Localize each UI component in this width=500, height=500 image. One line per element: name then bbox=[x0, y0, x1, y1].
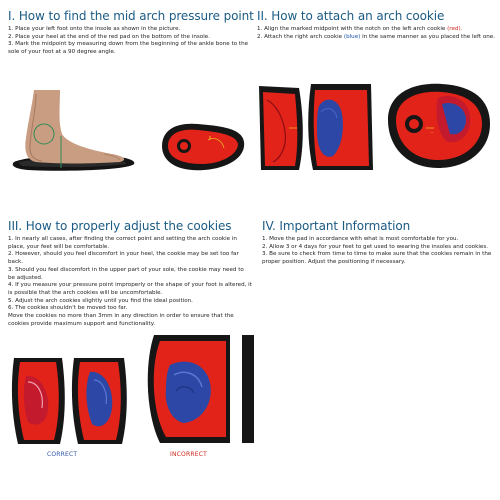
section-find-pressure-point bbox=[8, 9, 254, 57]
attach-cookie-full-insole-image bbox=[382, 80, 494, 172]
section-2-step-1-text: 1. Align the marked midpoint with the notch on the left arch cookie bbox=[257, 26, 446, 32]
section-2-step-2-text-a: 2. Attach the right arch cookie bbox=[257, 33, 343, 40]
section-adjust-cookies bbox=[8, 219, 252, 328]
section-3-step: 6. The cookies shouldn't be moved too far. bbox=[8, 305, 128, 312]
section-3-step: 3. Should you feel discomfort in the upper part of your sole, the cookie may need to be adjusted. bbox=[8, 266, 244, 281]
insole-tilted-image bbox=[242, 335, 254, 443]
section-2-step-2-text-b: in the same manner as you placed the left one. bbox=[362, 33, 496, 40]
red-cookie-label: (red). bbox=[447, 26, 463, 32]
section-attach-arch-cookie bbox=[257, 9, 495, 41]
section-2-title: II. How to attach an arch cookie bbox=[257, 9, 445, 23]
section-4-steps bbox=[262, 236, 494, 267]
section-3-step: 1. In nearly all cases, after finding the correct point and setting the arch cookie in place, your feet will be comfortable. bbox=[8, 236, 237, 250]
section-3-step: 4. If you measure your pressure point improperly or the shape of your foot is altered, it is possible that the arch cookies will be uncomfortable. bbox=[8, 282, 252, 296]
insole-red-pad-image bbox=[158, 118, 246, 176]
section-4-step: 1. Move the pad in accordance with what is most comfortable for you. bbox=[262, 236, 459, 242]
section-4-step: 3. Be sure to check from time to time to make sure that the cookies remain in the proper position. Adjust the positioning if necessary. bbox=[262, 251, 492, 266]
svg-text:⌒: ⌒ bbox=[430, 132, 434, 137]
section-3-step: Move the cookies no more than 3mm in any direction in order to ensure that the cookies provide maximum support and functionality. bbox=[8, 313, 234, 327]
section-3-title: III. How to properly adjust the cookies bbox=[8, 219, 232, 233]
incorrect-placement-image bbox=[140, 335, 232, 443]
correct-label: CORRECT bbox=[47, 451, 78, 458]
section-4-step: 2. Allow 3 or 4 days for your feet to get used to wearing the insoles and cookies. bbox=[262, 243, 489, 250]
attach-cookie-closeup-image bbox=[259, 82, 375, 172]
blue-cookie-label: (blue) bbox=[343, 33, 361, 40]
section-1-step: 3. Mark the midpoint by measuring down from the beginning of the ankle bone to the sole of your foot at a 90 degree angle. bbox=[8, 41, 249, 56]
section-1-steps bbox=[8, 26, 250, 57]
correct-placement-image bbox=[10, 358, 128, 444]
section-important-information bbox=[262, 219, 494, 267]
section-3-steps bbox=[8, 236, 252, 328]
section-4-title: IV. Important Information bbox=[262, 219, 411, 233]
section-1-step: 1. Place your left foot onto the insole as shown in the picture. bbox=[8, 26, 181, 32]
section-3-step: 2. However, should you feel discomfort in your heel, the cookie may be set too far back. bbox=[8, 251, 239, 266]
section-3-step: 5. Adjust the arch cookies slightly until you find the ideal position. bbox=[8, 297, 193, 304]
section-2-step-1 bbox=[257, 26, 495, 34]
section-1-title: I. How to find the mid arch pressure point bbox=[8, 9, 254, 23]
section-2-step-2 bbox=[257, 34, 495, 42]
foot-on-insole-photo bbox=[8, 88, 138, 174]
section-2-steps bbox=[257, 26, 495, 41]
section-1-step: 2. Place your heel at the end of the red pad on the bottom of the insole. bbox=[8, 33, 210, 40]
incorrect-label: INCORRECT bbox=[170, 451, 207, 458]
